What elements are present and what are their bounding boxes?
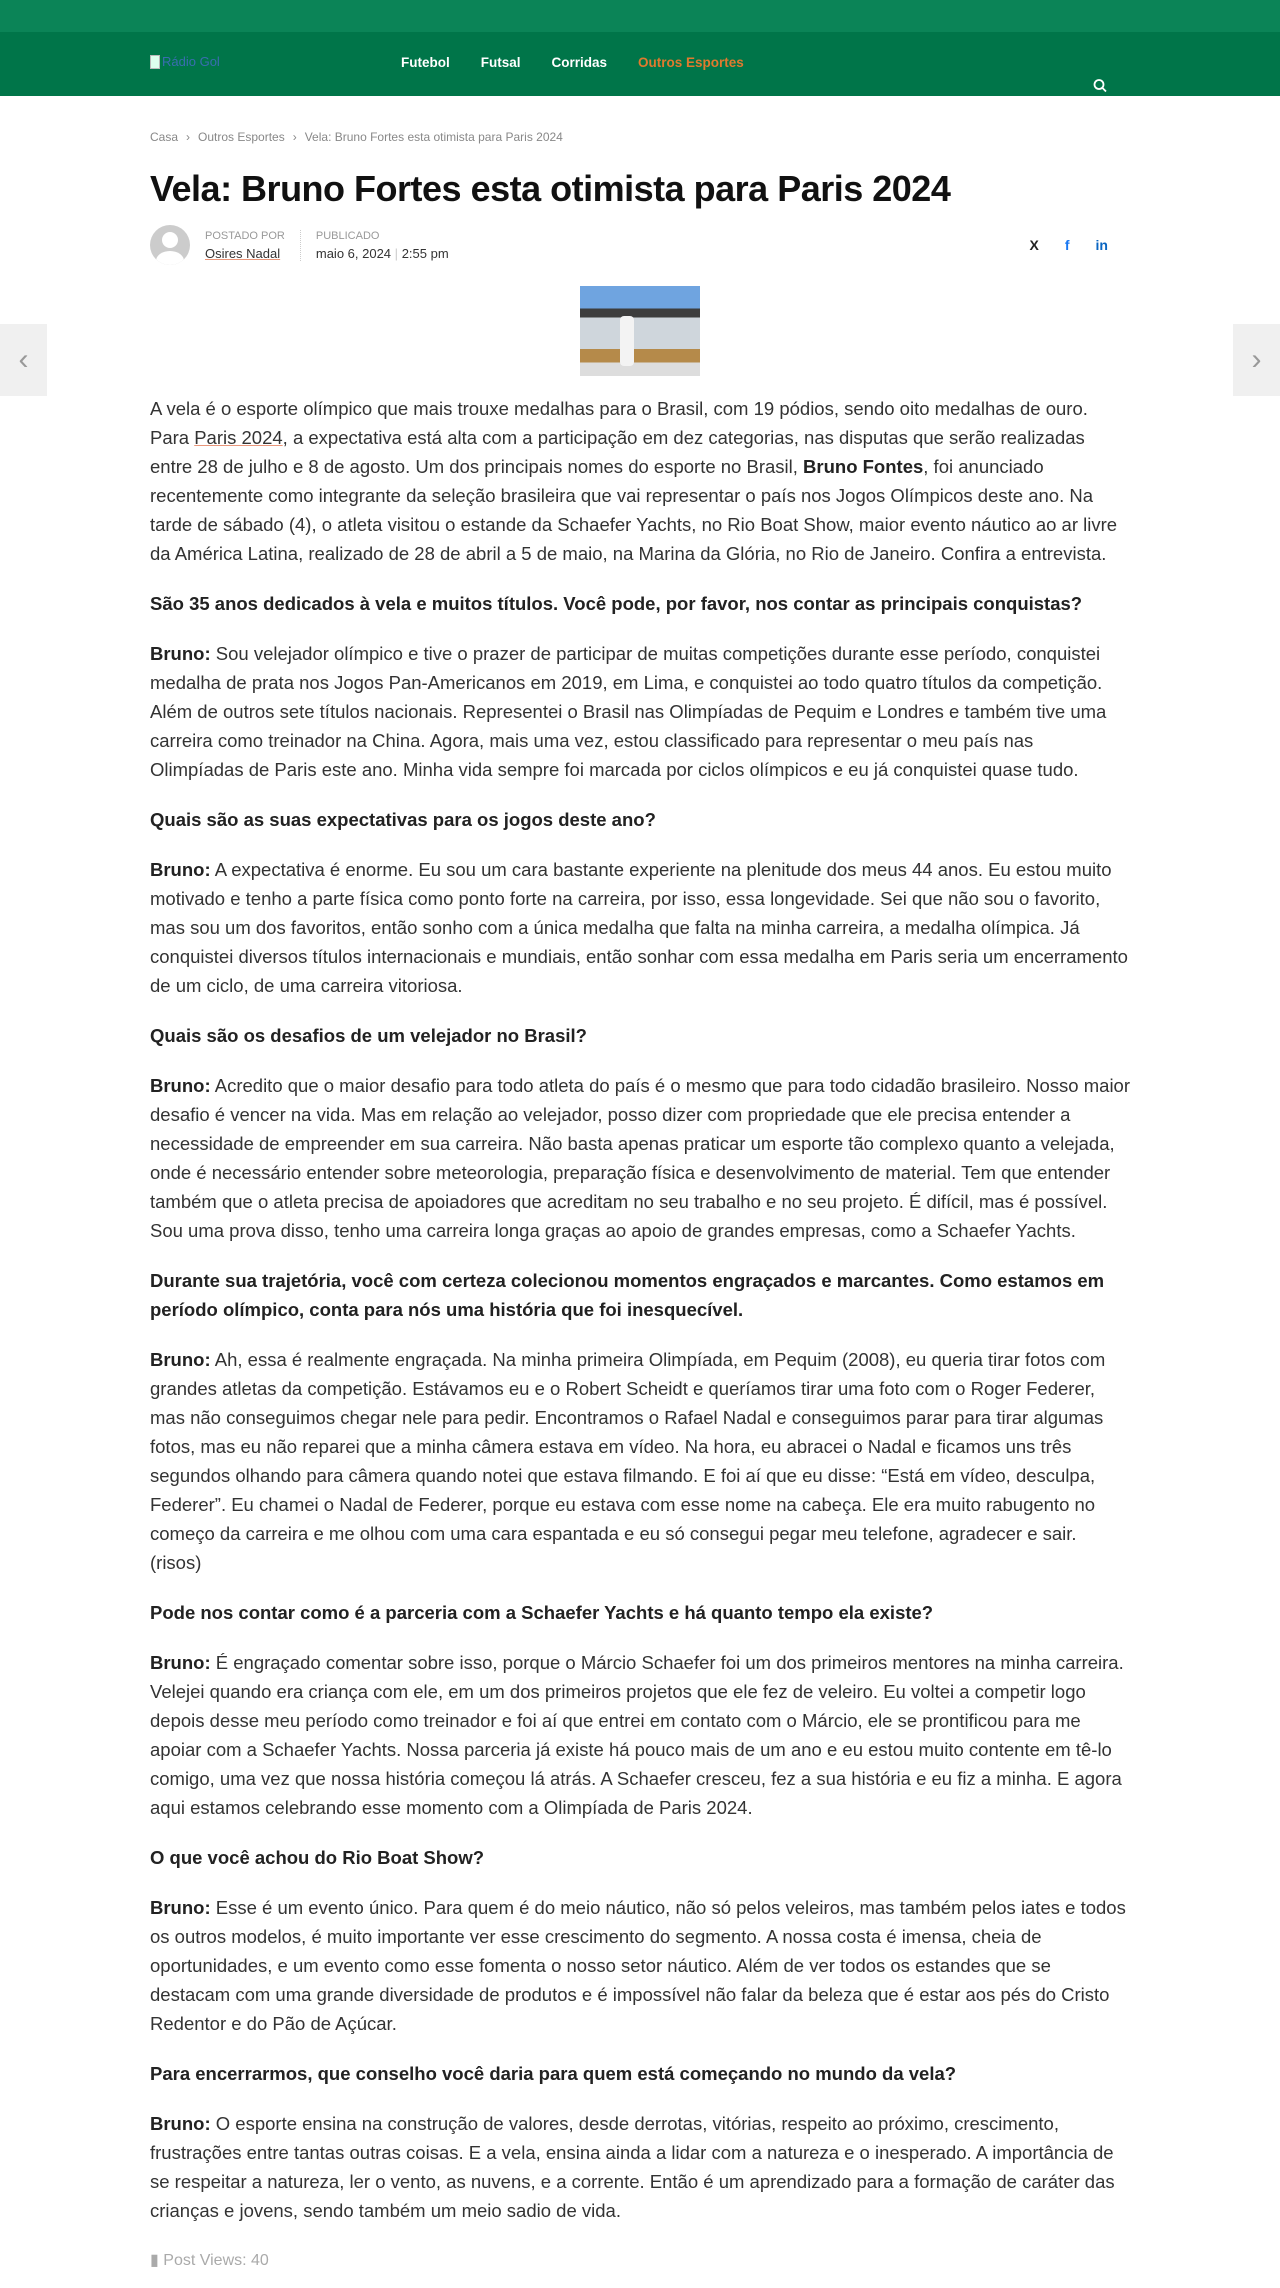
- top-bar: [0, 0, 1280, 32]
- facebook-share-icon[interactable]: f: [1064, 237, 1070, 253]
- interview-question: Durante sua trajetória, você com certeza colecionou momentos engraçados e marcantes. Como estamos em período olímpico, conta para nós uma história que foi inesquecível.: [150, 1270, 1105, 1320]
- interview-question: São 35 anos dedicados à vela e muitos títulos. Você pode, por favor, nos contar as principais conquistas?: [150, 593, 1083, 614]
- answer-text: É engraçado comentar sobre isso, porque o Márcio Schaefer foi um dos primeiros mentores na minha carreira. Velejei quando era criança com ele, em um dos primeiros projetos que ele fez de veleiro. Eu voltei a competir logo depois desse meu período como treinador e foi aí que entrei em contato com o Márcio, ele se prontificou para me apoiar com a Schaefer Yachts. Nossa parceria já existe há pouco mais de um ano e eu estou muito contente em tê-lo comigo, uma vez que nossa história começou lá atrás. A Schaefer cresceu, fez a sua história e eu fiz a minha. E agora aqui estamos celebrando esse momento com a Olimpíada de Paris 2024.: [150, 1652, 1124, 1818]
- breadcrumb-home[interactable]: Casa: [150, 130, 179, 144]
- answer-text: Esse é um evento único. Para quem é do meio náutico, não só pelos veleiros, mas também pelos iates e todos os outros modelos, é muito importante ver esse crescimento do segmento. A nossa costa é imensa, cheia de oportunidades, e um evento como esse fomenta o nosso setor náutico. Além de ver todos os estandes que se destacam com uma grande diversidade de produtos e é impossível não falar da beleza que é estar aos pés do Cristo Redentor e do Pão de Açúcar.: [150, 1897, 1126, 2034]
- broken-image-icon: [150, 55, 160, 69]
- answer-text: Ah, essa é realmente engraçada. Na minha primeira Olimpíada, em Pequim (2008), eu queria tirar fotos com grandes atletas da competição. Estávamos eu e o Robert Scheidt e queríamos tirar uma foto com o Roger Federer, mas não conseguimos chegar nele para pedir. Encontramos o Rafael Nadal e conseguimos parar para tirar algumas fotos, mas eu não reparei que a minha câmera estava em vídeo. Na hora, eu abracei o Nadal e ficamos uns três segundos olhando para câmera quando notei que estava filmando. E foi aí que eu disse: “Está em vídeo, desculpa, Federer”. Eu chamei o Nadal de Federer, porque eu estava com esse nome na cabeça. Ele era muito rabugento no começo da carreira e me olhou com uma cara espantada e eu só consegui pegar meu telefone, agradecer e sair. (risos): [150, 1349, 1106, 1573]
- author-link[interactable]: Osires Nadal: [205, 245, 281, 261]
- prev-post-arrow-icon[interactable]: ‹: [0, 324, 47, 396]
- search-icon[interactable]: [1093, 79, 1107, 96]
- posted-by-label: POSTADO POR: [205, 229, 285, 242]
- post-views: ▮ Post Views: 40: [150, 2252, 269, 2269]
- speaker-label: Bruno:: [150, 1349, 211, 1370]
- speaker-label: Bruno:: [150, 1652, 211, 1673]
- intro-paragraph: A vela é o esporte olímpico que mais trouxe medalhas para o Brasil, com 19 pódios, sendo oito medalhas de ouro. Para Paris 2024, a expectativa está alta com a participação em dez categorias, nas disputas que serão realizadas entre 28 de julho e 8 de agosto. Um dos principais nomes do esporte no Brasil, Bruno Fontes, foi anunciado recentemente como integrante da seleção brasileira que vai representar o país nos Jogos Olímpicos deste ano. Na tarde de sábado (4), o atleta visitou o estande da Schaefer Yachts, no Rio Boat Show, maior evento náutico ao ar livre da América Latina, realizado de 28 de abril a 5 de maio, na Marina da Glória, no Rio de Janeiro. Confira a entrevista.: [150, 398, 1118, 564]
- interview-answer: [150, 2109, 1130, 2225]
- speaker-label: Bruno:: [150, 1075, 211, 1096]
- nav-futsal[interactable]: Futsal: [480, 55, 521, 70]
- page-title: Vela: Bruno Fortes esta otimista para Paris 2024: [150, 168, 951, 209]
- main-nav: [0, 32, 1280, 96]
- post-meta: POSTADO POR Osires Nadal PUBLICADO maio 6, 2024 | 2:55 pm X f in: [150, 225, 1130, 265]
- share-buttons: [1030, 237, 1130, 253]
- interview-question: Para encerrarmos, que conselho você daria para quem está começando no mundo da vela?: [150, 2063, 957, 2084]
- breadcrumb: [150, 130, 563, 144]
- nav-futebol[interactable]: Futebol: [401, 55, 450, 70]
- answer-text: A expectativa é enorme. Eu sou um cara bastante experiente na plenitude dos meus 44 anos. Eu estou muito motivado e tenho a parte física como ponto forte na carreira, por isso, essa longevidade. Sei que não sou o favorito, mas sou um dos favoritos, então sonho com a única medalha que falta na minha carreira, a medalha olímpica. Já conquistei diversos títulos internacionais e mundiais, então sonhar com essa medalha em Paris seria um encerramento de um ciclo, de uma carreira vitoriosa.: [150, 859, 1128, 996]
- linkedin-share-icon[interactable]: in: [1095, 237, 1108, 253]
- speaker-label: Bruno:: [150, 1897, 211, 1918]
- next-post-arrow-icon[interactable]: ›: [1233, 324, 1280, 396]
- interview-question: O que você achou do Rio Boat Show?: [150, 1847, 485, 1868]
- interview-question: Quais são as suas expectativas para os jogos deste ano?: [150, 809, 656, 830]
- interview-answer: [150, 1893, 1130, 2038]
- answer-text: O esporte ensina na construção de valores, desde derrotas, vitórias, respeito ao próximo, crescimento, frustrações entre tantas outras coisas. E a vela, ensina ainda a lidar com a natureza e o inesperado. A importância de se respeitar a natureza, ler o vento, as nuvens, e a corrente. Então é um aprendizado para a formação de caráter das crianças e jovens, sendo também um meio sadio de vida.: [150, 2113, 1115, 2221]
- published-label: PUBLICADO: [315, 229, 380, 242]
- article-body: [150, 394, 1130, 2275]
- nav-outros-esportes[interactable]: Outros Esportes: [638, 55, 744, 70]
- speaker-label: Bruno:: [150, 2113, 211, 2134]
- post-time: 2:55 pm: [401, 245, 449, 261]
- interview-question: Pode nos contar como é a parceria com a Schaefer Yachts e há quanto tempo ela existe?: [150, 1602, 934, 1623]
- logo-alt-text: Rádio Gol: [162, 54, 220, 69]
- speaker-label: Bruno:: [150, 643, 211, 664]
- interview-answer: [150, 855, 1130, 1000]
- chevron-right-icon: ›: [186, 130, 191, 144]
- paris-2024-link[interactable]: Paris 2024: [194, 427, 283, 448]
- interview-question: Quais são os desafios de um velejador no Brasil?: [150, 1025, 587, 1046]
- breadcrumb-current: Vela: Bruno Fortes esta otimista para Paris 2024: [304, 130, 563, 144]
- interview-answer: [150, 1648, 1130, 1822]
- interview-answer: [150, 1345, 1130, 1577]
- article-image: [580, 286, 700, 376]
- interview-answer: [150, 639, 1130, 784]
- bar-chart-icon: ▮: [150, 2252, 159, 2269]
- breadcrumb-category[interactable]: Outros Esportes: [198, 130, 285, 144]
- answer-text: Sou velejador olímpico e tive o prazer de participar de muitas competições durante esse período, conquistei medalha de prata nos Jogos Pan-Americanos em 2019, em Lima, e conquistei ao todo quatro títulos da competição. Além de outros sete títulos nacionais. Representei o Brasil nas Olimpíadas de Pequim e Londres e também tive uma carreira como treinador na China. Agora, mais uma vez, estou classificado para representar o meu país nas Olimpíadas de Paris este ano. Minha vida sempre foi marcada por ciclos olímpicos e eu já conquistei quase tudo.: [150, 643, 1107, 780]
- site-logo[interactable]: [150, 54, 220, 69]
- answer-text: Acredito que o maior desafio para todo atleta do país é o mesmo que para todo cidadão brasileiro. Nosso maior desafio é vencer na vida. Mas em relação ao velejador, posso dizer com propriedade que ele precisa entender a necessidade de empreender em sua carreira. Não basta apenas praticar um esporte tão complexo quanto a velejada, onde é necessário entender sobre meteorologia, preparação física e desenvolvimento de material. Tem que entender também que o atleta precisa de apoiadores que acreditam no seu trabalho e no seu projeto. É difícil, mas é possível. Sou uma prova disso, tenho uma carreira longa graças ao apoio de grandes empresas, como a Schaefer Yachts.: [150, 1075, 1130, 1241]
- speaker-label: Bruno:: [150, 859, 211, 880]
- avatar: [150, 225, 190, 265]
- post-date: maio 6, 2024: [315, 245, 392, 261]
- chevron-right-icon: ›: [292, 130, 297, 144]
- nav-corridas[interactable]: Corridas: [551, 55, 608, 70]
- interview-answer: [150, 1071, 1130, 1245]
- x-share-icon[interactable]: X: [1029, 237, 1039, 253]
